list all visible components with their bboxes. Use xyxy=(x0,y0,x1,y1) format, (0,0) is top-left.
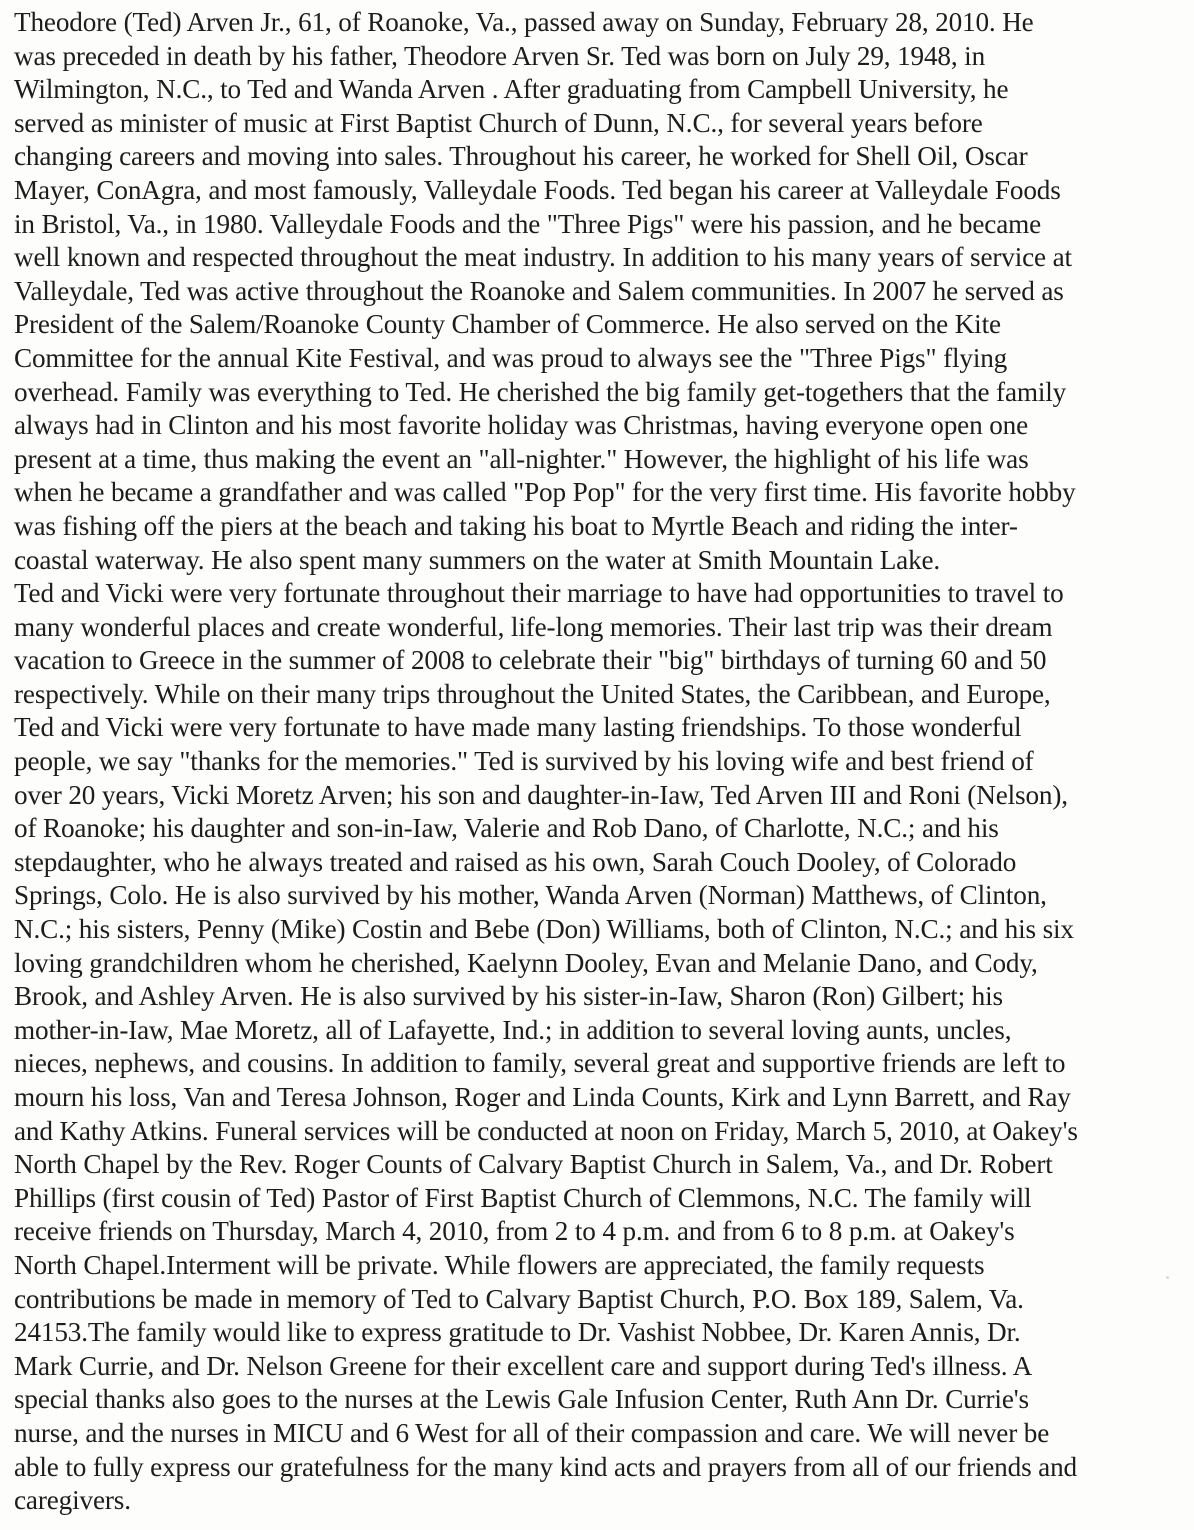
obituary-line: 24153.The family would like to express gratitude to Dr. Vashist Nobbee, Dr. Karen Annis, Dr. xyxy=(14,1317,1021,1348)
obituary-line: mother-in-Iaw, Mae Moretz, all of Lafayette, Ind.; in addition to several loving aunts, uncles, xyxy=(14,1014,1012,1045)
obituary-line: coastal waterway. He also spent many summers on the water at Smith Mountain Lake. xyxy=(14,544,941,575)
obituary-line: Theodore (Ted) Arven Jr., 61, of Roanoke, Va., passed away on Sunday, February 28, 2010. He xyxy=(14,7,1034,37)
obituary-line: Brook, and Ashley Arven. He is also survived by his sister-in-Iaw, Sharon (Ron) Gilbert; his xyxy=(14,981,1003,1012)
obituary-line: was preceded in death by his father, Theodore Arven Sr. Ted was born on July 29, 1948, in xyxy=(14,40,986,71)
obituary-line: stepdaughter, who he always treated and raised as his own, Sarah Couch Dooley, of Colorado xyxy=(14,846,1017,877)
obituary-line: served as minister of music at First Baptist Church of Dunn, N.C., for several years before xyxy=(14,107,983,138)
obituary-line: overhead. Family was everything to Ted. He cherished the big family get-togethers that the family xyxy=(14,376,1067,407)
obituary-line: Ted and Vicki were very fortunate to have made many lasting friendships. To those wonderful xyxy=(14,712,1022,743)
obituary-line: nurse, and the nurses in MICU and 6 West for all of their compassion and care. We will never be xyxy=(14,1417,1050,1448)
obituary-line: Ted and Vicki were very fortunate throughout their marriage to have had opportunities to travel to xyxy=(14,578,1064,609)
obituary-text xyxy=(14,6,1184,1518)
obituary-line: Committee for the annual Kite Festival, and was proud to always see the "Three Pigs" flying xyxy=(14,342,1008,373)
obituary-line: Mayer, ConAgra, and most famously, Valleydale Foods. Ted began his career at Valleydale Foods xyxy=(14,174,1061,205)
scan-speck xyxy=(1166,1276,1169,1279)
obituary-line: North Chapel.Interment will be private. While flowers are appreciated, the family requests xyxy=(14,1249,985,1280)
obituary-line: contributions be made in memory of Ted to Calvary Baptist Church, P.O. Box 189, Salem, Va. xyxy=(14,1283,1024,1314)
obituary-line: people, we say "thanks for the memories." Ted is survived by his loving wife and best friend of xyxy=(14,746,1034,777)
obituary-line: able to fully express our gratefulness for the many kind acts and prayers from all of our friends and xyxy=(14,1451,1077,1482)
obituary-line: Mark Currie, and Dr. Nelson Greene for their excellent care and support during Ted's illness. A xyxy=(14,1350,1033,1381)
obituary-line: in Bristol, Va., in 1980. Valleydale Foods and the "Three Pigs" were his passion, and he became xyxy=(14,208,1042,239)
obituary-line: receive friends on Thursday, March 4, 2010, from 2 to 4 p.m. and from 6 to 8 p.m. at Oakey's xyxy=(14,1216,1015,1247)
obituary-line: President of the Salem/Roanoke County Chamber of Commerce. He also served on the Kite xyxy=(14,309,1001,340)
obituary-line: present at a time, thus making the event an "all-nighter." However, the highlight of his life was xyxy=(14,443,1029,474)
obituary-line: nieces, nephews, and cousins. In addition to family, several great and supportive friends are left to xyxy=(14,1048,1066,1079)
obituary-line: well known and respected throughout the meat industry. In addition to his many years of service at xyxy=(14,242,1072,273)
obituary-line: many wonderful places and create wonderful, life-long memories. Their last trip was their dream xyxy=(14,611,1053,642)
obituary-line: caregivers. xyxy=(14,1485,131,1516)
obituary-line: Valleydale, Ted was active throughout the Roanoke and Salem communities. In 2007 he served as xyxy=(14,275,1064,306)
obituary-line: respectively. While on their many trips throughout the United States, the Caribbean, and Europe, xyxy=(14,678,1051,709)
obituary-line: over 20 years, Vicki Moretz Arven; his son and daughter-in-Iaw, Ted Arven III and Roni (Nelson), xyxy=(14,779,1068,810)
obituary-line: of Roanoke; his daughter and son-in-Iaw, Valerie and Rob Dano, of Charlotte, N.C.; and his xyxy=(14,813,999,844)
obituary-line: mourn his loss, Van and Teresa Johnson, Roger and Linda Counts, Kirk and Lynn Barrett, and Ray xyxy=(14,1082,1071,1112)
obituary-line: N.C.; his sisters, Penny (Mike) Costin and Bebe (Don) Williams, both of Clinton, N.C.; and his six xyxy=(14,914,1074,945)
obituary-line: Wilmington, N.C., to Ted and Wanda Arven . After graduating from Campbell University, he xyxy=(14,74,1009,105)
obituary-line: when he became a grandfather and was called "Pop Pop" for the very first time. His favorite hobby xyxy=(14,477,1076,508)
obituary-line: and Kathy Atkins. Funeral services will be conducted at noon on Friday, March 5, 2010, at Oakey's xyxy=(14,1115,1078,1146)
obituary-line: Springs, Colo. He is also survived by his mother, Wanda Arven (Norman) Matthews, of Clinton, xyxy=(14,880,1047,911)
obituary-line: changing careers and moving into sales. Throughout his career, he worked for Shell Oil, Oscar xyxy=(14,141,1028,172)
obituary-line: loving grandchildren whom he cherished, Kaelynn Dooley, Evan and Melanie Dano, and Cody, xyxy=(14,947,1038,978)
obituary-line: vacation to Greece in the summer of 2008 to celebrate their "big" birthdays of turning 60 and 50 xyxy=(14,645,1047,676)
obituary-line: Phillips (first cousin of Ted) Pastor of First Baptist Church of Clemmons, N.C. The family will xyxy=(14,1182,1032,1213)
obituary-line: special thanks also goes to the nurses at the Lewis Gale Infusion Center, Ruth Ann Dr. Currie's xyxy=(14,1384,1029,1415)
obituary-line: North Chapel by the Rev. Roger Counts of Calvary Baptist Church in Salem, Va., and Dr. Robert xyxy=(14,1149,1053,1180)
obituary-line: was fishing off the piers at the beach and taking his boat to Myrtle Beach and riding the inter- xyxy=(14,510,1018,541)
obituary-line: always had in Clinton and his most favorite holiday was Christmas, having everyone open one xyxy=(14,410,1028,441)
